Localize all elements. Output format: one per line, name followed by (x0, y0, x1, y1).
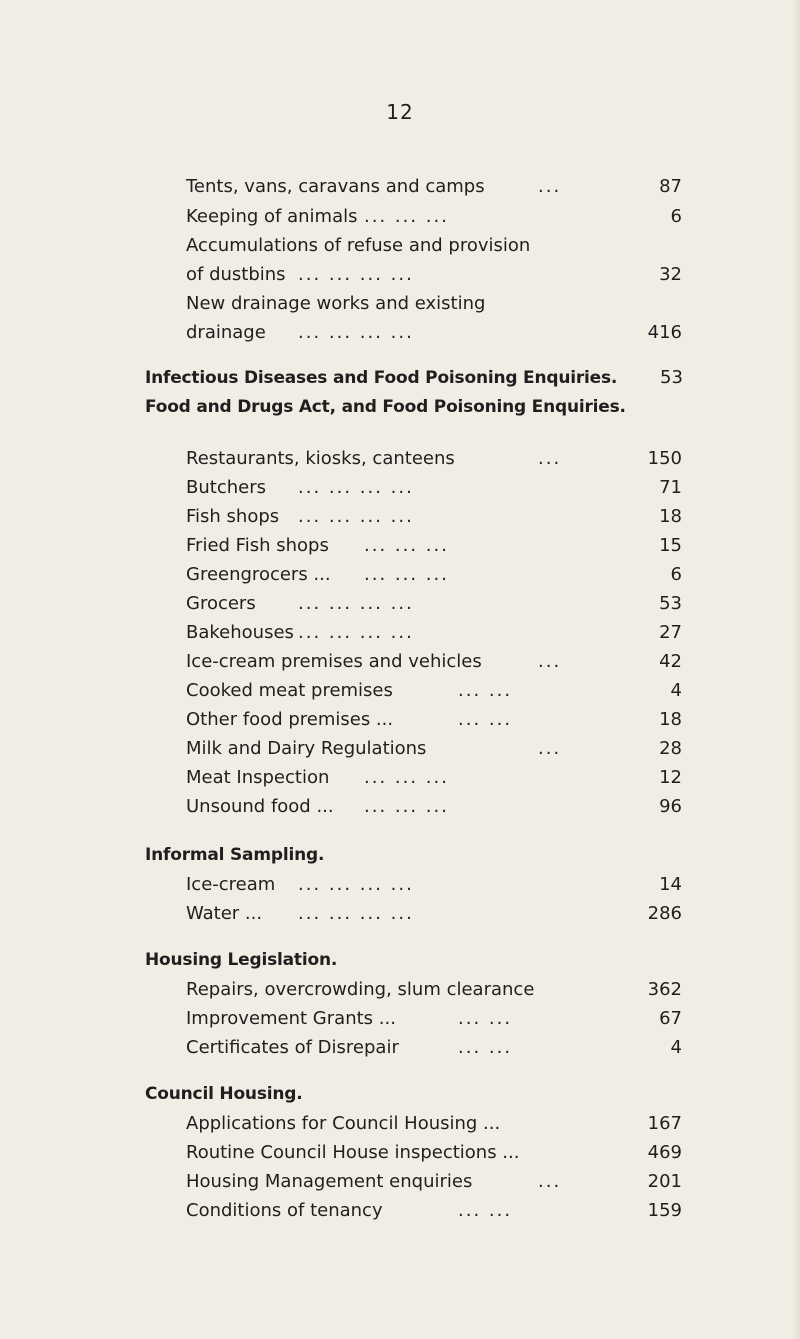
row-label: Water ... (186, 903, 263, 924)
table-row (186, 560, 682, 590)
leader-dots: ... ... (458, 680, 513, 701)
section-heading: Informal Sampling. (145, 845, 325, 865)
leader-dots: ... ... ... (364, 796, 449, 817)
row-value: 4 (670, 680, 682, 701)
section-heading: Food and Drugs Act, and Food Poisoning Enquiries. (145, 397, 626, 417)
leader-dots: ... ... (458, 1037, 513, 1058)
table-row (186, 870, 682, 900)
row-label: Milk and Dairy Regulations (186, 738, 427, 759)
row-value: 87 (659, 176, 682, 197)
row-label: Other food premises ... (186, 709, 394, 730)
row-value: 32 (659, 264, 682, 285)
row-label: drainage (186, 322, 266, 343)
row-label: of dustbins (186, 264, 286, 285)
row-value: 28 (659, 738, 682, 759)
leader-dots: ... ... ... (364, 206, 449, 227)
row-value: 469 (647, 1142, 682, 1163)
table-row (186, 231, 682, 261)
row-label: New drainage works and existing (186, 293, 486, 314)
row-label: Restaurants, kiosks, canteens (186, 448, 455, 469)
row-value: 6 (670, 206, 682, 227)
section-heading: Housing Legislation. (145, 950, 338, 970)
leader-dots: ... ... ... (364, 535, 449, 556)
table-row (186, 676, 682, 706)
row-value: 201 (647, 1171, 682, 1192)
leader-dots: ... ... ... ... (298, 264, 414, 285)
row-value: 67 (659, 1008, 682, 1029)
table-row (186, 792, 682, 822)
table-row (186, 473, 682, 503)
page-number: 12 (386, 100, 414, 124)
leader-dots: ... (538, 448, 562, 469)
row-value: 4 (670, 1037, 682, 1058)
leader-dots: ... ... ... ... (298, 506, 414, 527)
row-label: Cooked meat premises (186, 680, 393, 701)
table-row (186, 975, 682, 1005)
row-label: Keeping of animals (186, 206, 358, 227)
leader-dots: ... (538, 738, 562, 759)
row-value: 42 (659, 651, 682, 672)
table-row (186, 444, 682, 474)
leader-dots: ... ... ... (364, 564, 449, 585)
table-row (186, 202, 682, 232)
leader-dots: ... ... ... ... (298, 477, 414, 498)
row-label: Grocers (186, 593, 256, 614)
row-label: Unsound food ... (186, 796, 334, 817)
row-label: Routine Council House inspections ... (186, 1142, 520, 1163)
row-value: 27 (659, 622, 682, 643)
row-value: 167 (647, 1113, 682, 1134)
row-label: Tents, vans, caravans and camps (186, 176, 485, 197)
row-value: 150 (647, 448, 682, 469)
table-row (186, 589, 682, 619)
table-row (186, 172, 682, 202)
row-label: Ice-cream premises and vehicles (186, 651, 482, 672)
leader-dots: ... ... ... ... (298, 874, 414, 895)
page-edge-shadow (792, 0, 800, 1339)
table-row (186, 531, 682, 561)
table-row (186, 502, 682, 532)
row-label: Accumulations of refuse and provision (186, 235, 531, 256)
row-value: 362 (647, 979, 682, 1000)
table-row (186, 260, 682, 290)
row-label: Bakehouses (186, 622, 294, 643)
row-label: Applications for Council Housing ... (186, 1113, 501, 1134)
table-row (186, 289, 682, 319)
row-value: 18 (659, 709, 682, 730)
table-row (186, 1138, 682, 1168)
table-row (186, 1196, 682, 1226)
leader-dots: ... (538, 176, 562, 197)
row-value: 12 (659, 767, 682, 788)
table-row (186, 618, 682, 648)
table-row (186, 734, 682, 764)
row-value: 96 (659, 796, 682, 817)
row-value: 159 (647, 1200, 682, 1221)
row-label: Ice-cream (186, 874, 276, 895)
table-row (186, 1109, 682, 1139)
table-row (186, 705, 682, 735)
leader-dots: ... ... (458, 1200, 513, 1221)
row-label: Meat Inspection (186, 767, 330, 788)
table-row (186, 647, 682, 677)
row-value: 18 (659, 506, 682, 527)
leader-dots: ... (538, 1171, 562, 1192)
row-label: Certificates of Disrepair (186, 1037, 399, 1058)
row-value: 14 (659, 874, 682, 895)
row-value: 15 (659, 535, 682, 556)
row-label: Conditions of tenancy (186, 1200, 383, 1221)
leader-dots: ... ... ... ... (298, 903, 414, 924)
row-label: Greengrocers ... (186, 564, 331, 585)
row-value: 416 (647, 322, 682, 343)
row-label: Fried Fish shops (186, 535, 329, 556)
leader-dots: ... ... (458, 709, 513, 730)
leader-dots: ... (538, 651, 562, 672)
table-row (186, 763, 682, 793)
row-label: Fish shops (186, 506, 280, 527)
table-row (186, 318, 682, 348)
row-value: 6 (670, 564, 682, 585)
table-row (186, 1033, 682, 1063)
section-heading: Council Housing. (145, 1084, 303, 1104)
table-row (186, 1167, 682, 1197)
leader-dots: ... ... (458, 1008, 513, 1029)
leader-dots: ... ... ... (364, 767, 449, 788)
row-value: 71 (659, 477, 682, 498)
section-heading: Infectious Diseases and Food Poisoning Enquiries. (145, 368, 618, 388)
section-heading-value: 53 (660, 367, 683, 388)
row-value: 286 (647, 903, 682, 924)
row-label: Improvement Grants ... (186, 1008, 396, 1029)
leader-dots: ... ... ... ... (298, 322, 414, 343)
leader-dots: ... ... ... ... (298, 622, 414, 643)
row-label: Butchers (186, 477, 266, 498)
leader-dots: ... ... ... ... (298, 593, 414, 614)
table-row (186, 1004, 682, 1034)
table-row (186, 899, 682, 929)
row-label: Repairs, overcrowding, slum clearance (186, 979, 535, 1000)
row-label: Housing Management enquiries (186, 1171, 473, 1192)
row-value: 53 (659, 593, 682, 614)
